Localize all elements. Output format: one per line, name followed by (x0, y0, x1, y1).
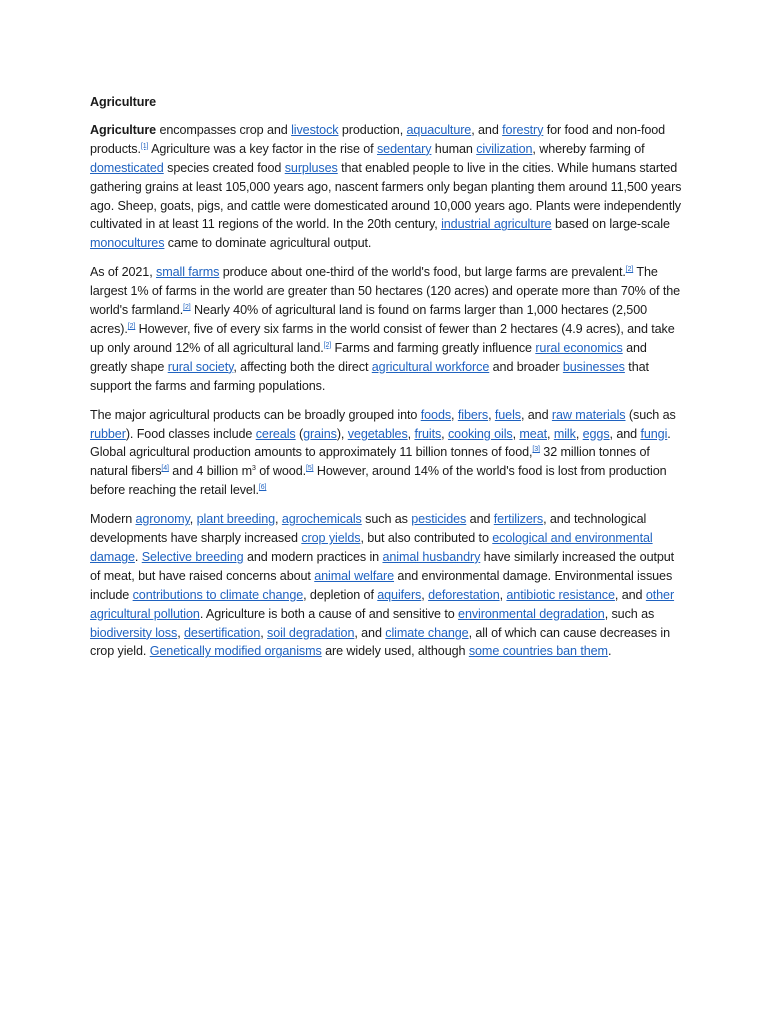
link-small-farms[interactable]: small farms (156, 265, 220, 280)
link-forestry[interactable]: forestry (502, 122, 544, 137)
text-run: Farms and farming greatly influence (331, 340, 536, 355)
text-run: , and (609, 426, 641, 441)
link-civilization[interactable]: civilization (476, 141, 533, 156)
link-crop-yields[interactable]: crop yields (301, 531, 361, 546)
link-some-countries-ban-them[interactable]: some countries ban them (468, 644, 608, 659)
paragraph-4 (90, 510, 682, 661)
link-biodiversity-loss[interactable]: biodiversity loss (90, 625, 178, 640)
text-run: Nearly 40% of agricultural land is found on farms larger than 1,000 hectares (2,500 acres). (90, 303, 648, 336)
text-run: , (512, 426, 520, 441)
citation-link[interactable]: [2] (183, 303, 191, 311)
citation-ref (161, 465, 168, 472)
text-run: However, five of every six farms in the world consist of fewer than 2 hectares (4.9 acres), and take up only around 12% of all agricultural land. (90, 321, 675, 355)
citation-link[interactable]: [6] (258, 484, 267, 492)
text-run: . Global agricultural production amounts to approximately 11 billion tonnes of food, (90, 426, 671, 460)
text-run: , (488, 407, 495, 422)
text-run: . (134, 549, 142, 564)
link-antibiotic-resistance[interactable]: antibiotic resistance (506, 587, 615, 602)
link-plant-breeding[interactable]: plant breeding (196, 512, 276, 527)
link-meat[interactable]: meat (519, 426, 548, 441)
text-run: The largest 1% of farms in the world are greater than 50 hectares (120 acres) and operate more than 70% of the world's farmland. (90, 265, 681, 318)
link-cooking-oils[interactable]: cooking oils (447, 426, 513, 441)
text-run: have similarly increased the output of meat, but have raised concerns about (90, 549, 675, 583)
text-run: produce about one-third of the world's food, but large farms are prevalent. (219, 265, 626, 280)
link-fruits[interactable]: fruits (414, 426, 442, 441)
link-eggs[interactable]: eggs (582, 426, 610, 441)
citation-link[interactable]: [2] (323, 341, 332, 349)
text-run: , all of which can cause decreases in crop yield. (90, 625, 671, 659)
link-monocultures[interactable]: monocultures (90, 236, 165, 251)
link-climate-change[interactable]: climate change (385, 625, 469, 640)
link-foods[interactable]: foods (420, 407, 452, 422)
text-run: (such as (625, 407, 676, 422)
link-fertilizers[interactable]: fertilizers (493, 512, 544, 527)
link-rural-society[interactable]: rural society (167, 359, 234, 374)
text-run: , (177, 625, 185, 640)
text-run: As of 2021, (90, 265, 157, 280)
text-run: of wood. (255, 464, 307, 479)
text-run: , and (520, 407, 552, 422)
link-cereals[interactable]: cereals (255, 426, 296, 441)
text-run: production, (338, 122, 407, 137)
link-grains[interactable]: grains (303, 426, 337, 441)
citation-link[interactable]: [4] (161, 465, 169, 473)
citation-link[interactable]: [1] (140, 142, 149, 150)
document-body (90, 93, 682, 671)
text-run: such as (361, 512, 412, 527)
link-desertification[interactable]: desertification (184, 625, 261, 640)
link-businesses[interactable]: businesses (562, 359, 625, 374)
link-fibers[interactable]: fibers (457, 407, 489, 422)
link-genetically-modified-organisms[interactable]: Genetically modified organisms (149, 644, 322, 659)
superscript: 3 (252, 465, 256, 473)
text-run: , (260, 625, 268, 640)
text-run: and broader (489, 359, 563, 374)
link-sedentary[interactable]: sedentary (376, 141, 432, 156)
link-rural-economics[interactable]: rural economics (535, 340, 623, 355)
link-surpluses[interactable]: surpluses (284, 160, 338, 175)
link-animal-welfare[interactable]: animal welfare (314, 568, 395, 583)
link-soil-degradation[interactable]: soil degradation (267, 625, 355, 640)
text-run: ( (295, 426, 304, 441)
link-fuels[interactable]: fuels (494, 407, 521, 422)
link-animal-husbandry[interactable]: animal husbandry (382, 549, 481, 564)
text-run: based on large-scale (551, 217, 670, 232)
link-agricultural-workforce[interactable]: agricultural workforce (371, 359, 490, 374)
paragraph-3 (90, 406, 682, 501)
link-vegetables[interactable]: vegetables (347, 426, 408, 441)
text-run: and greatly shape (90, 340, 647, 374)
paragraph-1 (90, 121, 682, 253)
citation-link[interactable]: [2] (625, 266, 634, 274)
citation-ref (324, 342, 331, 349)
text-run: and (466, 512, 494, 527)
paragraph-2 (90, 263, 682, 395)
text-run: and 4 billion m (168, 464, 252, 479)
citation-ref (306, 465, 313, 472)
text-run: , whereby farming of (532, 141, 645, 156)
text-run: , depletion of (303, 587, 378, 602)
link-fungi[interactable]: fungi (640, 426, 668, 441)
text-run: and modern practices in (243, 549, 383, 564)
text-run: and environmental damage. Environmental issues include (90, 568, 673, 602)
paragraph-container (90, 121, 682, 661)
text-run: , and (354, 625, 386, 640)
link-rubber[interactable]: rubber (90, 426, 126, 441)
text-run: , (189, 512, 197, 527)
text-run: , (575, 426, 583, 441)
link-other-agricultural-pollution[interactable]: other agricultural pollution (90, 587, 675, 621)
text-run: However, around 14% of the world's food is lost from production before reaching the retail level. (90, 464, 667, 498)
text-run: ), (336, 426, 348, 441)
text-run: encompasses crop and (156, 122, 292, 137)
text-run: , and technological developments have sharply increased (90, 512, 647, 546)
link-deforestation[interactable]: deforestation (428, 587, 500, 602)
link-agrochemicals[interactable]: agrochemicals (281, 512, 362, 527)
link-raw-materials[interactable]: raw materials (551, 407, 626, 422)
text-run: for food and non-food products. (90, 122, 666, 156)
text-run: , (451, 407, 458, 422)
citation-link[interactable]: [2] (127, 322, 136, 330)
citation-ref (259, 484, 266, 491)
link-livestock[interactable]: livestock (291, 122, 339, 137)
text-run: species created food (163, 160, 285, 175)
citation-ref (183, 304, 190, 311)
bold-term: Agriculture (90, 122, 157, 137)
text-run: . (607, 644, 612, 659)
link-ecological-and-environmental-damage[interactable]: ecological and environmental damage (90, 531, 653, 564)
link-selective-breeding[interactable]: Selective breeding (141, 549, 244, 564)
text-run: The major agricultural products can be broadly grouped into (90, 407, 421, 422)
text-run: , such as (604, 606, 655, 621)
link-domesticated[interactable]: domesticated (90, 160, 164, 175)
text-run: , (421, 587, 429, 602)
link-pesticides[interactable]: pesticides (411, 512, 467, 527)
citation-link[interactable]: [3] (532, 446, 540, 454)
link-agronomy[interactable]: agronomy (135, 512, 190, 527)
text-run: , and (614, 587, 646, 602)
text-run: , and (471, 122, 503, 137)
text-run: , affecting both the direct (233, 359, 372, 374)
text-run: Modern (90, 512, 136, 527)
text-run: , (499, 587, 507, 602)
citation-link[interactable]: [5] (306, 465, 314, 473)
text-run: 32 million tonnes of natural fibers (90, 445, 650, 479)
link-contributions-to-climate-change[interactable]: contributions to climate change (132, 587, 304, 602)
text-run: , (547, 426, 554, 441)
text-run: , (275, 512, 282, 527)
text-run: that support the farms and farming populations. (90, 359, 649, 393)
citation-ref (532, 446, 539, 453)
link-environmental-degradation[interactable]: environmental degradation (458, 606, 605, 621)
link-industrial-agriculture[interactable]: industrial agriculture (441, 217, 552, 232)
text-run: , (441, 426, 448, 441)
text-run: , (407, 426, 415, 441)
text-run: that enabled people to live in the cities. While humans started gathering grains at least 105,000 years ago, nascent farmers only began planting them around 11,500 years ago. Sheep, goats, pigs, and cattle were domesticated around 10,000 years ago. Plants were independently cultivated in at least 11 regions of the world. In the 20th century, (90, 160, 682, 232)
link-aquifers[interactable]: aquifers (377, 587, 422, 602)
text-run: , but also contributed to (360, 531, 493, 546)
text-run: ). Food classes include (125, 426, 256, 441)
text-run: Agriculture was a key factor in the rise of (148, 141, 377, 156)
text-run: came to dominate agricultural output. (164, 236, 372, 251)
text-run: are widely used, although (321, 644, 469, 659)
text-run: human (431, 141, 477, 156)
page-title: Agriculture (90, 95, 157, 109)
link-milk[interactable]: milk (553, 426, 576, 441)
link-aquaculture[interactable]: aquaculture (406, 122, 472, 137)
text-run: . Agriculture is both a cause of and sensitive to (199, 606, 459, 621)
